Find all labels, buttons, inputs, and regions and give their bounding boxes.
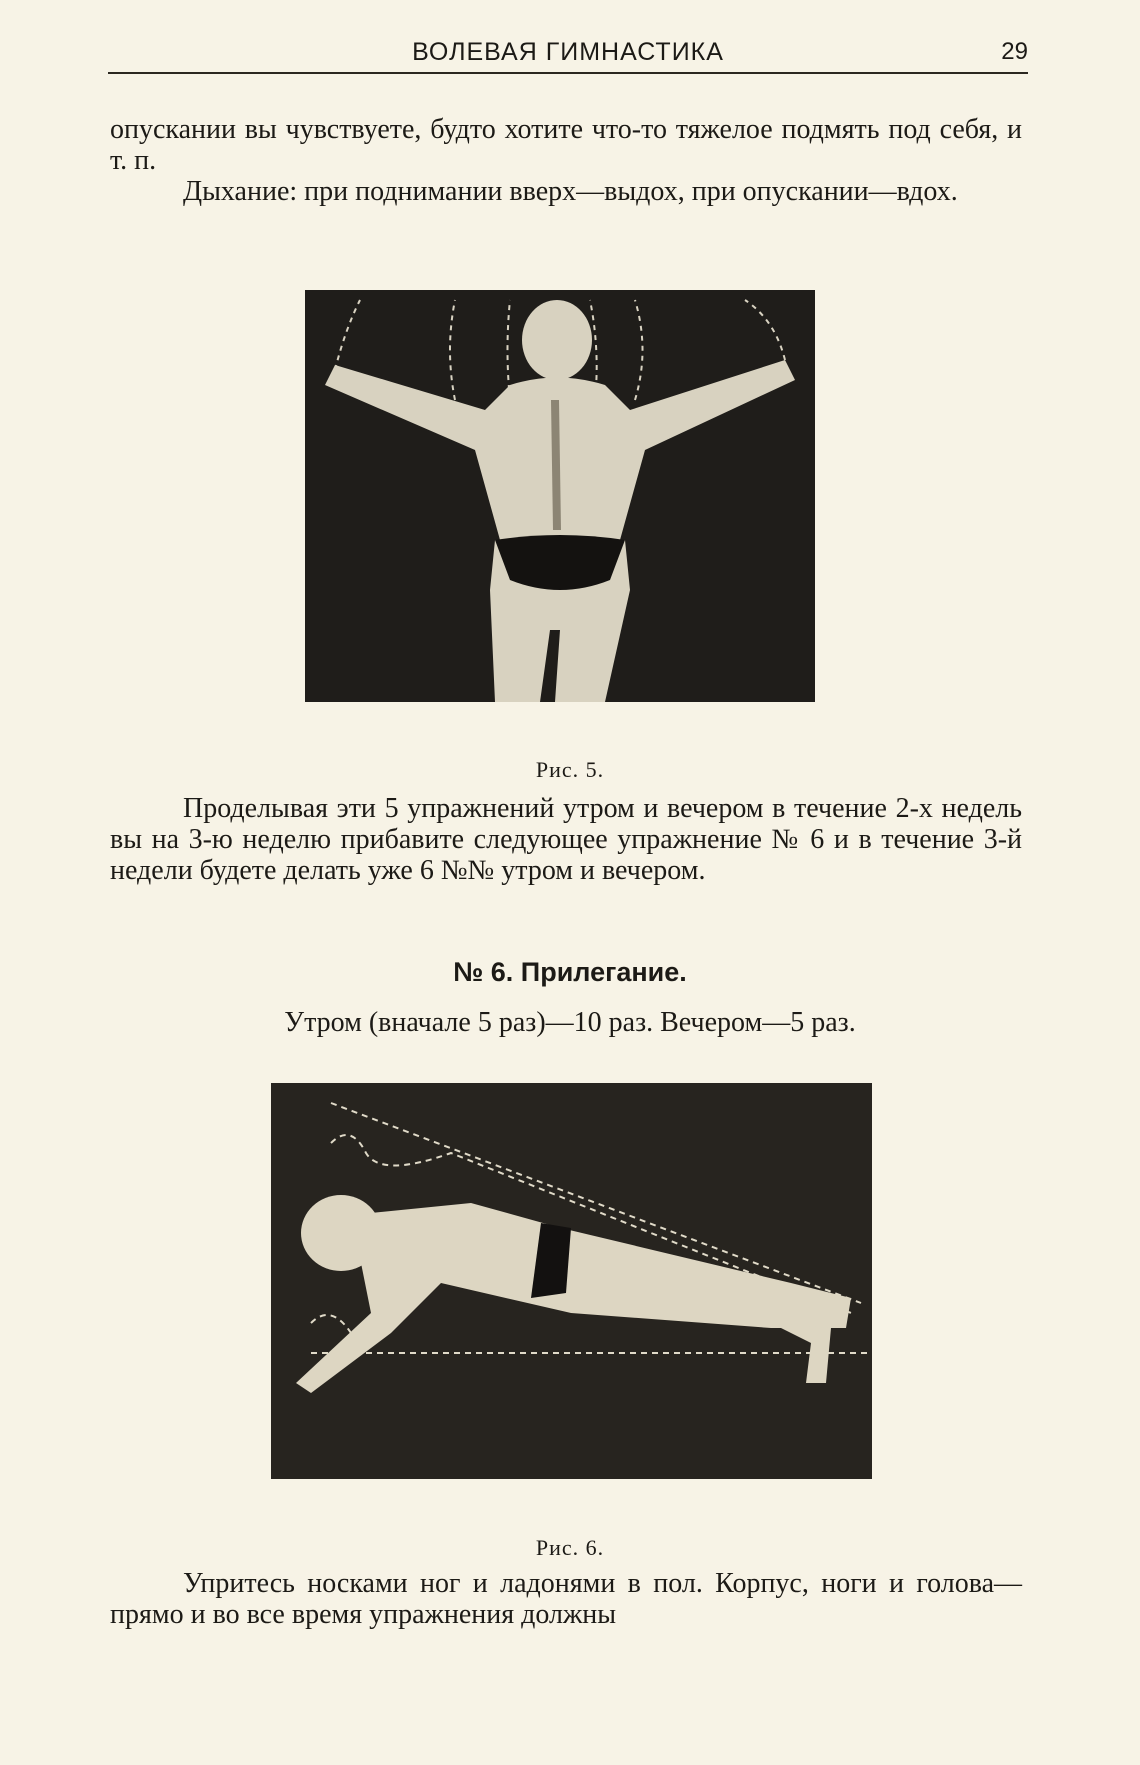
page-header [108,30,1028,74]
page-number: 29 [1001,38,1028,65]
figure-6-illustration [271,1083,872,1479]
figure-6-caption: Рис. 6. [535,1535,605,1560]
figure-5-photo [305,290,815,702]
exercise-heading: № 6. Прилегание. [453,957,687,987]
paragraph-breathing: Дыхание: при поднимании вверх—выдох, при опускании—вдох. [183,176,958,207]
figure-5-illustration [305,290,815,702]
figure-5-caption: Рис. 5. [535,757,605,782]
exercise-schedule: Утром (вначале 5 раз)—10 раз. Вечером—5 раз. [284,1007,856,1038]
figure-6-photo [271,1083,872,1479]
paragraph-continuation: опускании вы чувствуете, будто хотите что-то тяжелое подмять под себя, и т. п. [110,114,1022,176]
paragraph-exercise-description: Упритесь носками ног и ладонями в пол. Корпус, ноги и голова—прямо и во все время упражнения должны [110,1568,1022,1630]
running-title: ВОЛЕВАЯ ГИМНАСТИКА [412,38,724,66]
paragraph-instructions: Проделывая эти 5 упражнений утром и вечером в течение 2-х недель вы на 3-ю неделю прибавите следующее упражнение № 6 и в течение 3-й недели будете делать уже 6 №№ утром и вечером. [110,793,1022,886]
